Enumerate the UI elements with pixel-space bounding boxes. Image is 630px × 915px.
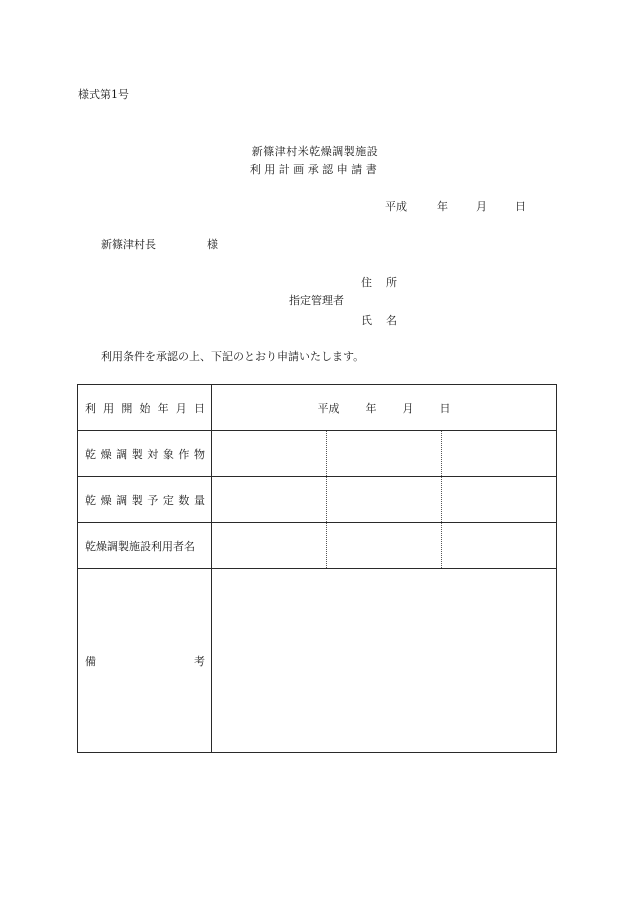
application-date xyxy=(385,198,526,214)
applicant-role: 指定管理者 xyxy=(289,294,344,307)
document-title-line-2: 利用計画承認申請書 xyxy=(249,163,381,176)
document-title-line-1: 新篠津村米乾燥調製施設 xyxy=(251,145,379,158)
start-date-label: 利 用 開 始 年 月 日 xyxy=(78,385,212,431)
planned-quantity-label: 乾 燥 調 製 予 定 数 量 xyxy=(78,477,212,523)
addressee-name: 新篠津村長 xyxy=(101,238,156,251)
facility-users-field-3[interactable] xyxy=(442,523,557,569)
start-date-field[interactable]: 平成 年 月 日 xyxy=(212,385,557,431)
table-row-start-date xyxy=(78,385,557,431)
date-era: 平成 xyxy=(385,200,407,213)
table-row-facility-users xyxy=(78,523,557,569)
date-day-label: 日 xyxy=(515,200,526,213)
remarks-label: 備 考 xyxy=(78,569,212,753)
applicant-name-label: 氏 名 xyxy=(361,314,397,327)
facility-users-field-2[interactable] xyxy=(327,523,442,569)
application-form-table xyxy=(77,384,557,753)
planned-quantity-field-3[interactable] xyxy=(442,477,557,523)
date-year-label: 年 xyxy=(437,200,448,213)
facility-users-field-1[interactable] xyxy=(212,523,327,569)
date-month-label: 月 xyxy=(476,200,487,213)
table-row-target-crop xyxy=(78,431,557,477)
target-crop-field-3[interactable] xyxy=(442,431,557,477)
remarks-field[interactable] xyxy=(212,569,557,753)
planned-quantity-field-2[interactable] xyxy=(327,477,442,523)
target-crop-field-1[interactable] xyxy=(212,431,327,477)
applicant-address-label: 住 所 xyxy=(361,276,397,289)
form-number: 様式第1号 xyxy=(78,88,129,101)
addressee-honorific: 様 xyxy=(207,238,218,251)
target-crop-field-2[interactable] xyxy=(327,431,442,477)
facility-users-label: 乾燥調製施設利用者名 xyxy=(78,523,212,569)
table-row-planned-quantity xyxy=(78,477,557,523)
table-row-remarks xyxy=(78,569,557,753)
planned-quantity-field-1[interactable] xyxy=(212,477,327,523)
request-statement: 利用条件を承認の上、下記のとおり申請いたします。 xyxy=(101,350,365,363)
target-crop-label: 乾 燥 調 製 対 象 作 物 xyxy=(78,431,212,477)
